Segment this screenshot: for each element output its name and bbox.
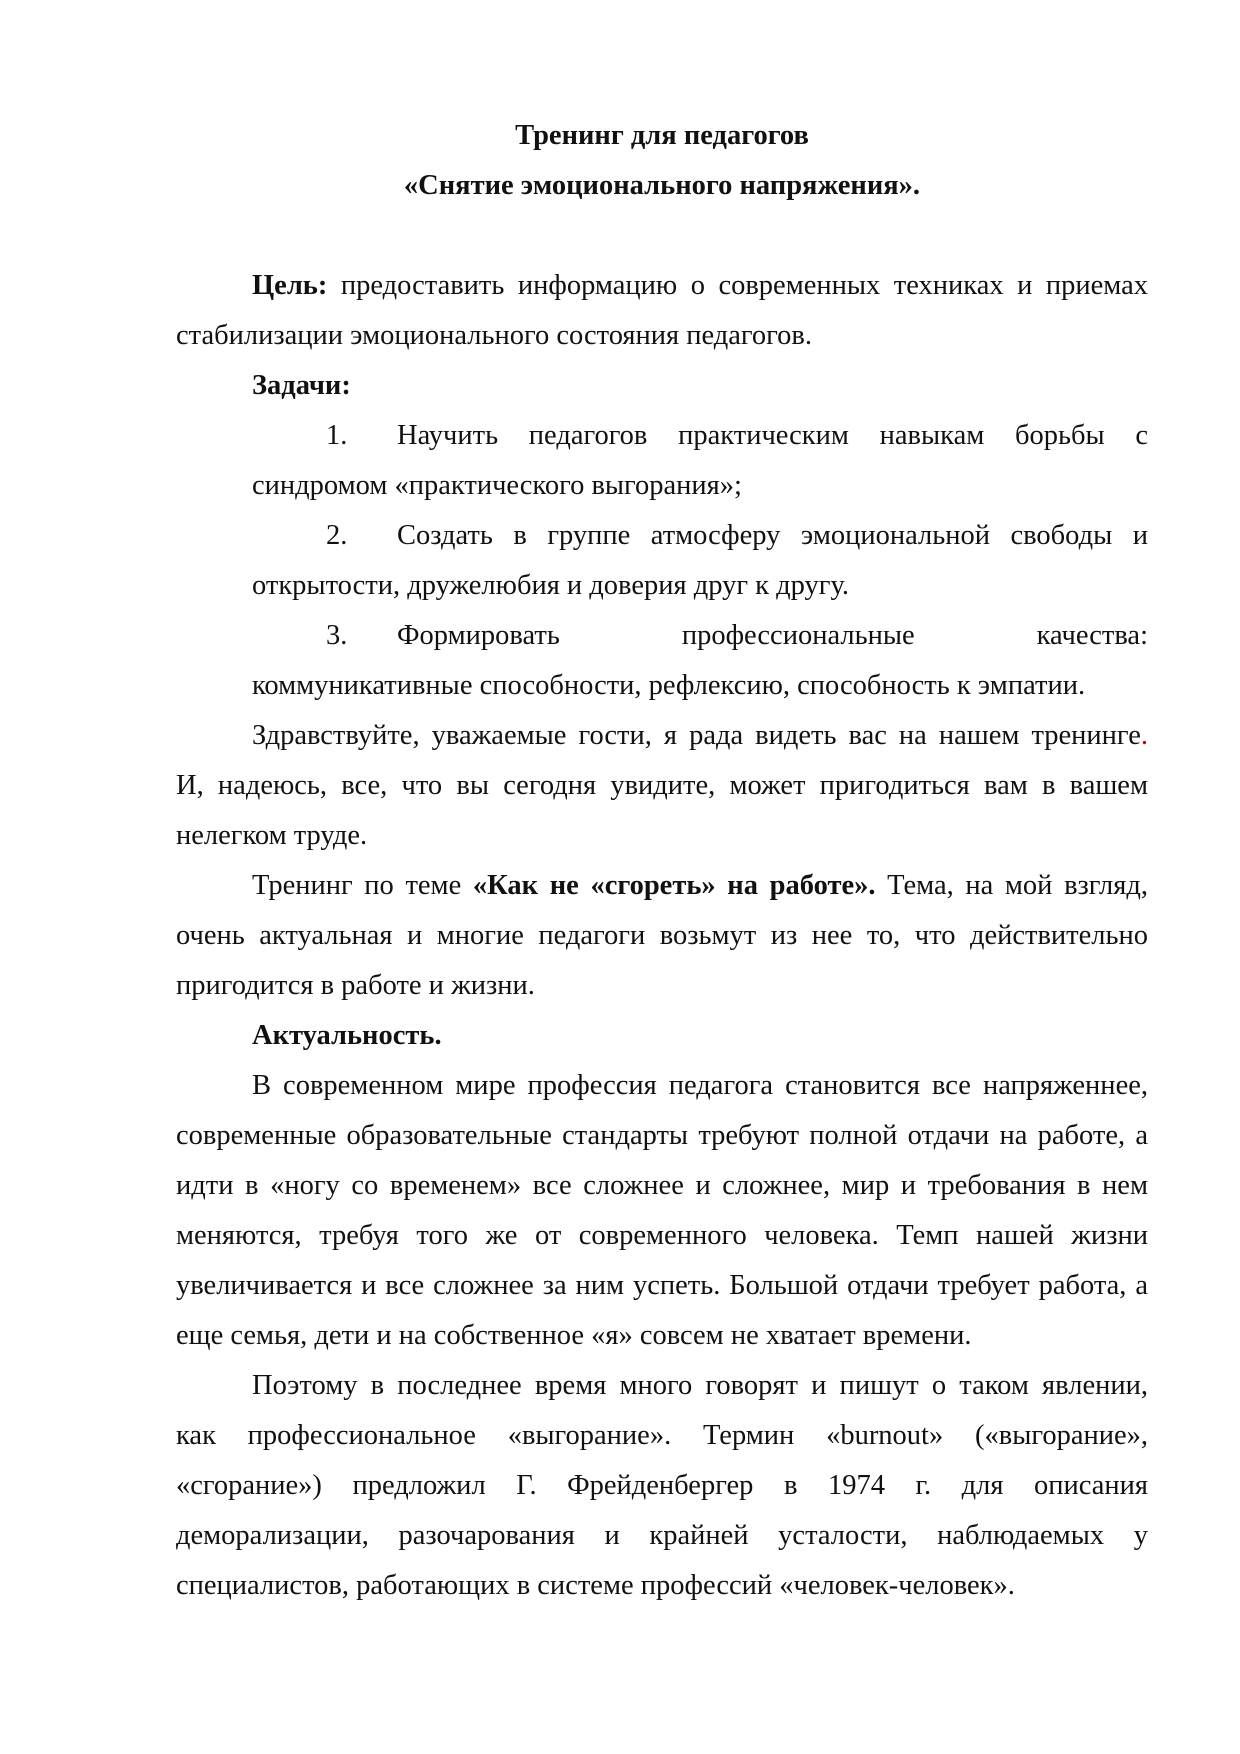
list-number: 1. (326, 420, 348, 451)
text-line (176, 1261, 1148, 1311)
text-segment: Тема, на мой взгляд, (875, 870, 1148, 901)
list-item (176, 611, 1148, 661)
text-line (176, 661, 1148, 711)
text-segment: пригодится в работе и жизни. (176, 970, 535, 1001)
text-segment: увеличивается и все сложнее за ним успеть. Большой отдачи требует работа, а (176, 1270, 1148, 1301)
text-line (176, 1561, 1148, 1611)
text-segment: Поэтому в последнее время много говорят и пишут о таком явлении, (252, 1370, 1148, 1401)
text-segment: коммуникативные способности, рефлексию, способность к эмпатии. (252, 670, 1086, 701)
text-segment: нелегком труде. (176, 820, 368, 851)
text-segment: Создать в группе атмосферу эмоциональной свободы и (397, 520, 1148, 551)
document-page (176, 111, 1148, 1611)
document-subtitle: «Снятие эмоционального напряжения». (403, 170, 921, 201)
text-segment: синдромом «практического выгорания»; (252, 470, 742, 501)
text-line (176, 1211, 1148, 1261)
text-segment: идти в «ногу со временем» все сложнее и сложнее, мир и требования в нем (176, 1170, 1148, 1201)
text-segment: Тренинг по теме (252, 870, 473, 901)
text-segment: стабилизации эмоционального состояния педагогов. (176, 320, 812, 351)
text-segment: Здравствуйте, уважаемые гости, я рада видеть вас на нашем тренинге (252, 720, 1141, 751)
text-segment: открытости, дружелюбия и доверия друг к другу. (252, 570, 849, 601)
bold-text: Актуальность. (252, 1020, 442, 1051)
text-line (176, 1411, 1148, 1461)
text-segment: Научить педагогов практическим навыкам борьбы с (397, 420, 1148, 451)
text-line (176, 911, 1148, 961)
list-text (326, 611, 1148, 661)
list-item (176, 411, 1148, 461)
text-segment: Формировать профессиональные качества: (397, 620, 1148, 651)
text-segment: специалистов, работающих в системе профессий «человек-человек». (176, 1570, 1015, 1601)
text-line (176, 461, 1148, 511)
bold-text: Цель: (252, 270, 328, 301)
list-text (326, 411, 1148, 461)
list-number: 3. (326, 620, 348, 651)
text-segment: «сгорание») предложил Г. Фрейденбергер в 1974 г. для описания (176, 1470, 1148, 1501)
text-line (176, 761, 1148, 811)
text-segment: деморализации, разочарования и крайней усталости, наблюдаемых у (176, 1520, 1148, 1551)
list-text (326, 511, 1148, 561)
text-line (176, 261, 1148, 311)
text-line (176, 1061, 1148, 1111)
text-line (176, 1461, 1148, 1511)
text-line (176, 711, 1148, 761)
text-line (176, 561, 1148, 611)
list-item (176, 511, 1148, 561)
text-line (176, 1311, 1148, 1361)
text-segment: еще семья, дети и на собственное «я» совсем не хватает времени. (176, 1320, 972, 1351)
text-line (176, 1511, 1148, 1561)
text-segment: меняются, требуя того же от современного человека. Темп нашей жизни (176, 1220, 1148, 1251)
text-segment: очень актуальная и многие педагоги возьмут из нее то, что действительно (176, 920, 1148, 951)
text-line (176, 1111, 1148, 1161)
text-line (176, 361, 1148, 411)
text-line (176, 961, 1148, 1011)
bold-text: «Как не «сгореть» на работе». (472, 870, 876, 901)
text-line (176, 861, 1148, 911)
text-line (176, 1161, 1148, 1211)
text-segment: . (1140, 720, 1148, 751)
list-number: 2. (326, 520, 348, 551)
text-line (176, 811, 1148, 861)
bold-text: Задачи: (252, 370, 351, 401)
text-line (176, 1011, 1148, 1061)
text-line (176, 1361, 1148, 1411)
text-segment: И, надеюсь, все, что вы сегодня увидите, может пригодиться вам в вашем (176, 770, 1148, 801)
text-segment: как профессиональное «выгорание». Термин «burnout» («выгорание», (176, 1420, 1148, 1451)
text-segment: В современном мире профессия педагога становится все напряженнее, (252, 1070, 1148, 1101)
text-segment: современные образовательные стандарты требуют полной отдачи на работе, а (176, 1120, 1148, 1151)
document-title: Тренинг для педагогов (515, 120, 809, 151)
text-line (176, 311, 1148, 361)
spacer (176, 211, 1148, 261)
document-body (176, 261, 1148, 1611)
text-segment: предоставить информацию о современных техниках и приемах (327, 270, 1148, 301)
